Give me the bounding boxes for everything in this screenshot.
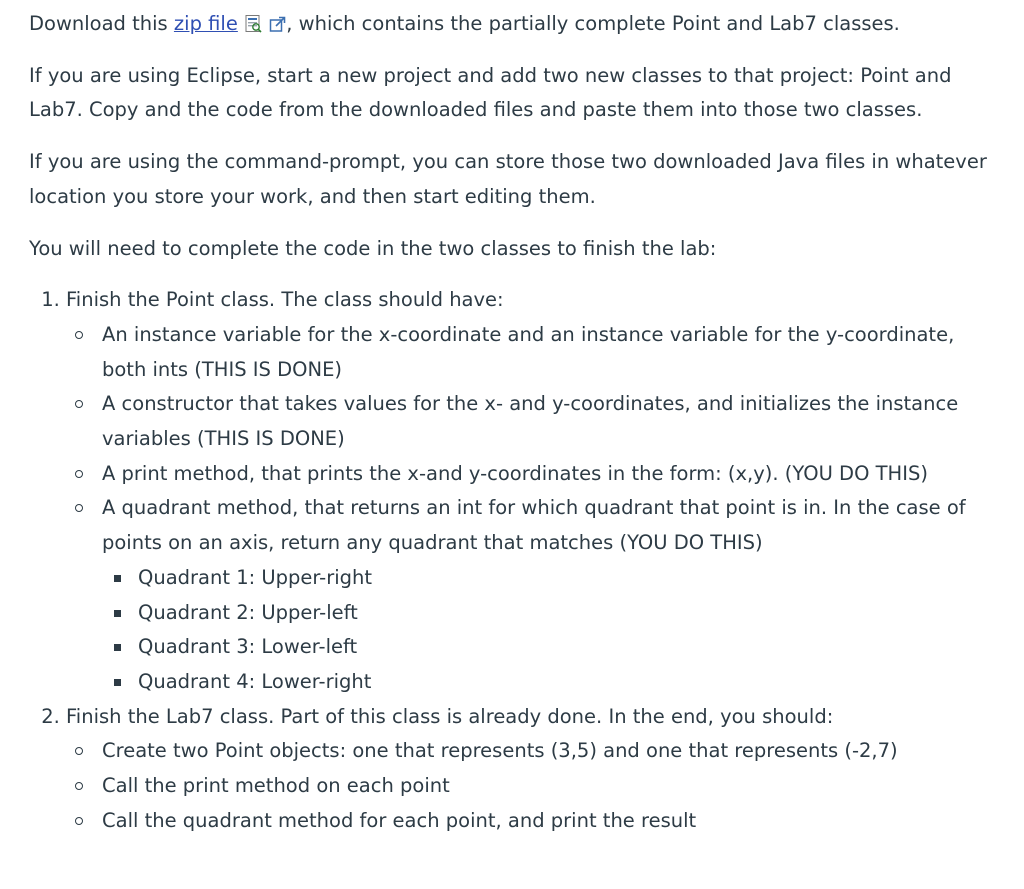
list-item: Create two Point objects: one that represents (3,5) and one that represents (-2,7) bbox=[102, 734, 996, 769]
list-item: An instance variable for the x-coordinate and an instance variable for the y-coordinate, both ints (THIS IS DONE) bbox=[102, 318, 996, 387]
list-item: Call the print method on each point bbox=[102, 769, 996, 804]
file-preview-icon[interactable] bbox=[244, 14, 263, 33]
list-item-text: A quadrant method, that returns an int for which quadrant that point is in. In the case of points on an axis, return any quadrant that matches (YOU DO THIS) bbox=[102, 496, 966, 555]
zip-file-link[interactable]: zip file bbox=[173, 12, 238, 35]
instructions-paragraph: You will need to complete the code in the two classes to finish the lab: bbox=[29, 236, 717, 260]
step-text: Finish the Point class. The class should have: bbox=[66, 288, 504, 312]
quadrant-list bbox=[102, 561, 996, 700]
intro-text-before: Download this bbox=[29, 12, 174, 35]
command-prompt-paragraph: If you are using the command-prompt, you can store those two downloaded Java files in whatever location you store your work, and then start editing them. bbox=[29, 150, 987, 208]
point-requirements-list bbox=[66, 318, 996, 700]
lab7-requirements-list bbox=[66, 734, 996, 838]
step-text: Finish the Lab7 class. Part of this class is already done. In the end, you should: bbox=[66, 704, 834, 728]
steps-list bbox=[29, 283, 996, 838]
list-item: A constructor that takes values for the x- and y-coordinates, and initializes the instance variables (THIS IS DONE) bbox=[102, 387, 996, 456]
list-item bbox=[102, 491, 996, 699]
step-lab7-class bbox=[66, 700, 996, 839]
quadrant-item: Quadrant 2: Upper-left bbox=[138, 596, 996, 631]
quadrant-item: Quadrant 1: Upper-right bbox=[138, 561, 996, 596]
intro-text-after: , which contains the partially complete Point and Lab7 classes. bbox=[286, 12, 900, 35]
eclipse-paragraph: If you are using Eclipse, start a new project and add two new classes to that project: Point and Lab7. Copy and the code from the downloaded files and paste them into those two classes. bbox=[29, 63, 952, 122]
step-point-class bbox=[66, 283, 996, 699]
intro-paragraph bbox=[29, 7, 996, 42]
quadrant-item: Quadrant 4: Lower-right bbox=[138, 665, 996, 700]
list-item: Call the quadrant method for each point, and print the result bbox=[102, 804, 996, 839]
external-link-icon[interactable] bbox=[269, 16, 286, 33]
list-item: A print method, that prints the x-and y-coordinates in the form: (x,y). (YOU DO THIS) bbox=[102, 457, 996, 492]
quadrant-item: Quadrant 3: Lower-left bbox=[138, 630, 996, 665]
